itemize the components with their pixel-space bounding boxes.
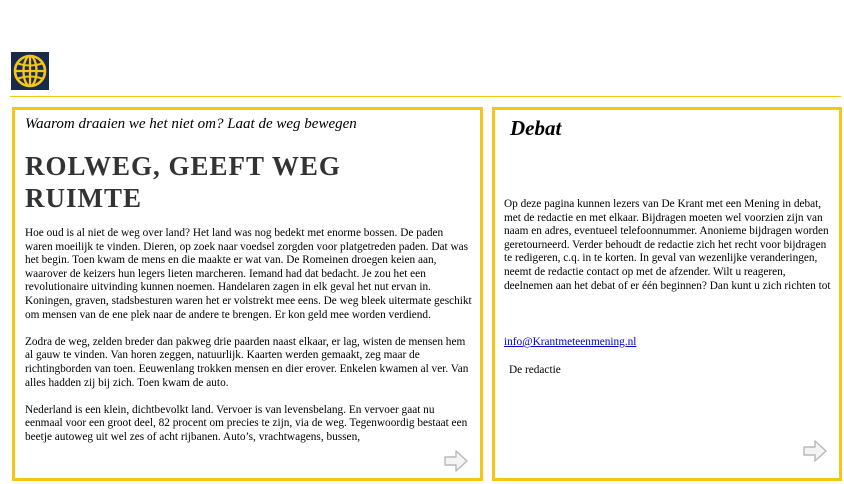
- globe-logo-icon[interactable]: [11, 52, 49, 90]
- next-arrow-icon[interactable]: [443, 450, 469, 472]
- article-panel: [12, 107, 483, 481]
- article-paragraph: Nederland is een klein, dichtbevolkt land. Vervoer is van levensbelang. En vervoer gaat nu eenmaal voor een groot deel, 82 procent om precies te zijn, via de weg. Tegenwoordig bestaat een beetje autoweg uit wel zes of acht rijbanen. Auto’s, vrachtwagens, bussen,: [25, 403, 468, 443]
- article-body: [25, 227, 473, 458]
- article-paragraph: Zodra de weg, zelden breder dan pakweg drie paarden naast elkaar, er lag, wisten de mensen hem al gauw te vinden. Van horen zeggen, natuurlijk. Kaarten werden gemaakt, zeg maar de richtingborden van toen. Eeuwenlang trokken mensen en dier erover. Enkelen kwamen al ver. Van alles hadden zij bij zich. Toen kwam de auto.: [25, 335, 469, 389]
- debate-title: Debat: [510, 116, 562, 140]
- debate-panel: [492, 107, 842, 481]
- email-link[interactable]: info@Krantmeteenmening.nl: [504, 336, 637, 348]
- debate-text: Op deze pagina kunnen lezers van De Krant met een Mening in debat, met de redactie en met elkaar. Bijdragen moeten wel voorzien zijn van naam en adres, eventueel telefoonnummer. Anonieme bijdragen worden geretourneerd. Verder behoudt de redactie zich het recht voor bijdragen te redigeren, c.q. in te korten. In geval van wezenlijke veranderingen, neemt de redactie contact op met de afzender. Wilt u reageren, deelnemen aan het debat of er één beginnen? Dan kunt u zich richten tot: [504, 198, 831, 292]
- next-arrow-icon[interactable]: [802, 440, 828, 462]
- article-paragraph: Hoe oud is al niet de weg over land? Het land was nog bedekt met enorme bossen. De paden waren moeilijk te vinden. Dieren, op zoek naar voedsel zorgden voor platgetreden paden. Dat was het begin. Toen kwam de mens en die maakte er wat van. De Romeinen droegen keien aan, waarover de keizers hun legers lieten marcheren. Iemand had dat bedacht. Je zou het een revolutionaire uitvinding kunnen noemen. Handelaren zagen in elk geval het nut ervan in. Koningen, graven, stadsbesturen waren het er volstrekt mee eens. De weg bleek uitermate geschikt om mensen van de ene plek naar de andere te brengen. Er kon geld mee worden verdiend.: [25, 227, 472, 321]
- article-subtitle: Waarom draaien we het niet om? Laat de weg bewegen: [25, 116, 357, 132]
- article-headline: ROLWEG, GEEFT WEG RUIMTE: [25, 151, 341, 213]
- header-divider: [10, 96, 841, 97]
- signature: De redactie: [509, 364, 561, 376]
